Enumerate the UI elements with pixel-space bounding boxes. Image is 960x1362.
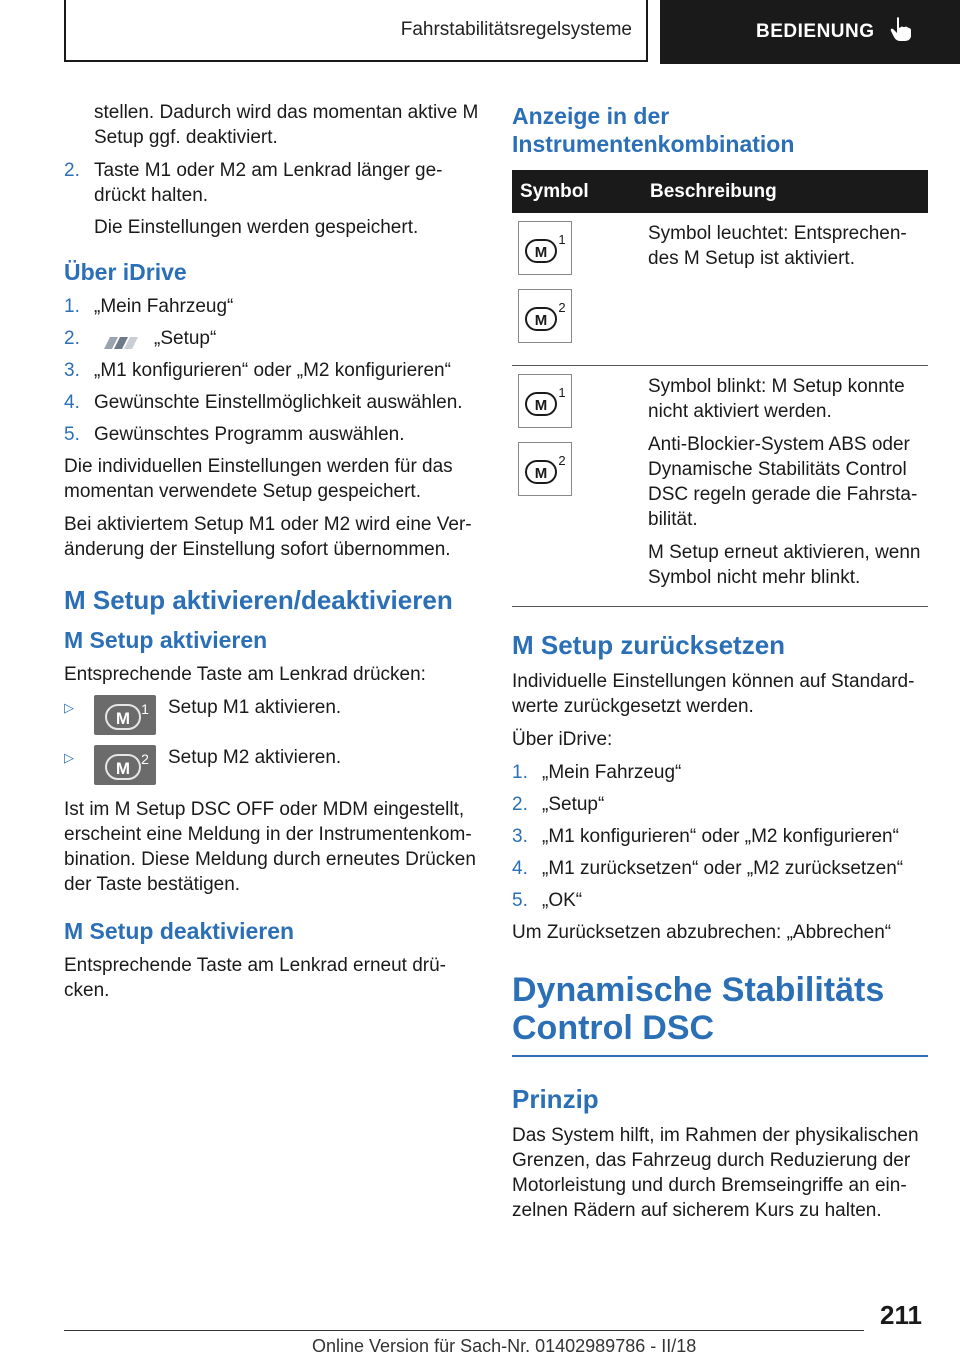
header-chapter-title: BEDIENUNG	[756, 21, 875, 42]
left-column	[64, 100, 482, 1011]
deactivate-heading: M Setup deaktivieren	[64, 918, 295, 944]
description-text: M Setup erneut aktivieren, wenn Symbol nicht mehr blinkt.	[648, 542, 921, 588]
step-text: „M1 konfigurieren“ oder „M2 konfigurieren“	[94, 360, 451, 381]
table-row	[512, 213, 928, 366]
svg-text:M: M	[534, 465, 548, 482]
list-item	[64, 158, 482, 208]
description-cell	[642, 213, 928, 366]
step-text: „Setup“	[542, 794, 605, 815]
table-row	[512, 366, 928, 607]
step-text: „OK“	[542, 890, 583, 911]
m1-symbol-icon	[518, 374, 572, 428]
svg-text:1: 1	[558, 232, 566, 247]
svg-text:M: M	[534, 312, 548, 329]
step-text: „Mein Fahrzeug“	[94, 296, 234, 317]
list-item	[512, 760, 928, 785]
symbol-cell	[512, 213, 642, 366]
reset-heading: M Setup zurücksetzen	[512, 630, 786, 660]
step-number: 5.	[512, 890, 528, 911]
column-header-symbol: Symbol	[512, 170, 642, 213]
svg-text:1: 1	[558, 385, 566, 400]
m-stripes-icon	[98, 332, 142, 346]
m2-symbol-icon	[518, 442, 572, 496]
step-text: „M1 zurücksetzen“ oder „M2 zurücksetzen“	[542, 858, 904, 879]
list-item	[512, 856, 928, 881]
step-number: 2.	[64, 328, 80, 349]
pointing-hand-icon	[889, 16, 913, 48]
paragraph: Entsprechende Taste am Lenkrad erneut drü-cken.	[64, 955, 446, 1001]
m2-button-icon	[94, 745, 156, 785]
display-heading: Anzeige in der Instrumentenkombination	[512, 103, 795, 157]
list-item	[64, 422, 482, 447]
right-column	[512, 100, 928, 1231]
paragraph: Um Zurücksetzen abzubrechen: „Abbrechen“	[512, 922, 892, 943]
list-item	[64, 358, 482, 383]
step-number: 1.	[512, 762, 528, 783]
step-number: 3.	[512, 826, 528, 847]
section-heading: M Setup aktivieren/deaktivieren	[64, 585, 453, 615]
list-item	[512, 824, 928, 849]
step-result: Die Einstellungen werden gespeichert.	[94, 217, 419, 238]
principle-heading: Prinzip	[512, 1084, 599, 1114]
svg-text:2: 2	[558, 300, 566, 315]
paragraph: Individuelle Einstellungen können auf Standard-werte zurückgesetzt werden.	[512, 671, 915, 717]
bullet-text: Setup M2 aktivieren.	[168, 747, 342, 768]
svg-text:2: 2	[558, 453, 566, 468]
svg-text:M: M	[115, 709, 131, 728]
step-number: 1.	[64, 296, 80, 317]
step-number: 5.	[64, 424, 80, 445]
svg-text:M: M	[534, 397, 548, 414]
step-text-with-icon	[94, 326, 482, 351]
svg-text:M: M	[534, 244, 548, 261]
svg-text:1: 1	[141, 701, 149, 717]
list-item	[64, 390, 482, 415]
page-number: 211	[880, 1300, 922, 1330]
column-header-description: Beschreibung	[642, 170, 928, 213]
list-item	[512, 888, 928, 913]
m1-symbol-icon	[518, 221, 572, 275]
footer-online-version: Online Version für Sach-Nr. 01402989786 - II/18	[312, 1336, 697, 1356]
footer-divider	[64, 1330, 864, 1331]
idrive-heading: Über iDrive	[64, 259, 187, 285]
triangle-bullet-icon: ▷	[64, 750, 74, 765]
list-item	[64, 326, 482, 351]
list-item	[64, 294, 482, 319]
symbol-cell	[512, 366, 642, 607]
dsc-chapter-heading: Dynamische Stabilitäts Control DSC	[512, 971, 928, 1057]
step-number: 2.	[64, 160, 80, 181]
paragraph: Entsprechende Taste am Lenkrad drücken:	[64, 664, 426, 685]
m1-button-icon	[94, 695, 156, 735]
header-section-tab	[64, 0, 648, 62]
svg-text:M: M	[115, 759, 131, 778]
triangle-bullet-icon: ▷	[64, 700, 74, 715]
step-number: 4.	[512, 858, 528, 879]
description-text: Anti-Blockier-System ABS oder Dynamische Stabilitäts Control DSC regeln gerade die Fahrsta-bilität.	[648, 434, 918, 530]
description-cell	[642, 366, 928, 607]
description-text: Symbol blinkt: M Setup konnte nicht aktiviert werden.	[648, 376, 905, 422]
header-chapter-tab	[660, 0, 960, 64]
step-text: „Mein Fahrzeug“	[542, 762, 682, 783]
paragraph: Über iDrive:	[512, 729, 613, 750]
step-text: Gewünschtes Programm auswählen.	[94, 424, 405, 445]
step-number: 4.	[64, 392, 80, 413]
step-text: Taste M1 oder M2 am Lenkrad länger ge-drückt halten.	[94, 160, 443, 206]
paragraph: Das System hilft, im Rahmen der physikalischen Grenzen, das Fahrzeug durch Reduzierung der Motorleistung und durch Bremseingriffe an ein-zelnen Rädern auf sicherem Kurs zu halten.	[512, 1125, 919, 1221]
step-text: „M1 konfigurieren“ oder „M2 konfigurieren“	[542, 826, 899, 847]
list-item	[512, 792, 928, 817]
step-text: Gewünschte Einstellmöglichkeit auswählen.	[94, 392, 463, 413]
paragraph: Die individuellen Einstellungen werden für das momentan verwendete Setup gespeichert.	[64, 456, 453, 502]
step-number: 2.	[512, 794, 528, 815]
list-item	[64, 695, 482, 735]
intro-continuation: stellen. Dadurch wird das momentan aktive M Setup ggf. deaktiviert.	[94, 102, 479, 148]
table-header-row	[512, 170, 928, 213]
header-section-title: Fahrstabilitätsregelsysteme	[400, 19, 632, 40]
bullet-text: Setup M1 aktivieren.	[168, 697, 342, 718]
activate-heading: M Setup aktivieren	[64, 627, 268, 653]
description-text: Symbol leuchtet: Entsprechen-des M Setup ist aktiviert.	[648, 223, 907, 269]
paragraph: Ist im M Setup DSC OFF oder MDM eingestellt, erscheint eine Meldung in der Instrumentenkom-bination. Diese Meldung durch erneutes Drücken der Taste bestätigen.	[64, 799, 476, 895]
svg-text:2: 2	[141, 751, 149, 767]
paragraph: Bei aktiviertem Setup M1 oder M2 wird eine Ver-änderung der Einstellung sofort übernommen.	[64, 514, 472, 560]
step-label: „Setup“	[154, 328, 217, 349]
step-number: 3.	[64, 360, 80, 381]
symbol-table	[512, 170, 928, 607]
m2-symbol-icon	[518, 289, 572, 343]
list-item	[64, 745, 482, 785]
